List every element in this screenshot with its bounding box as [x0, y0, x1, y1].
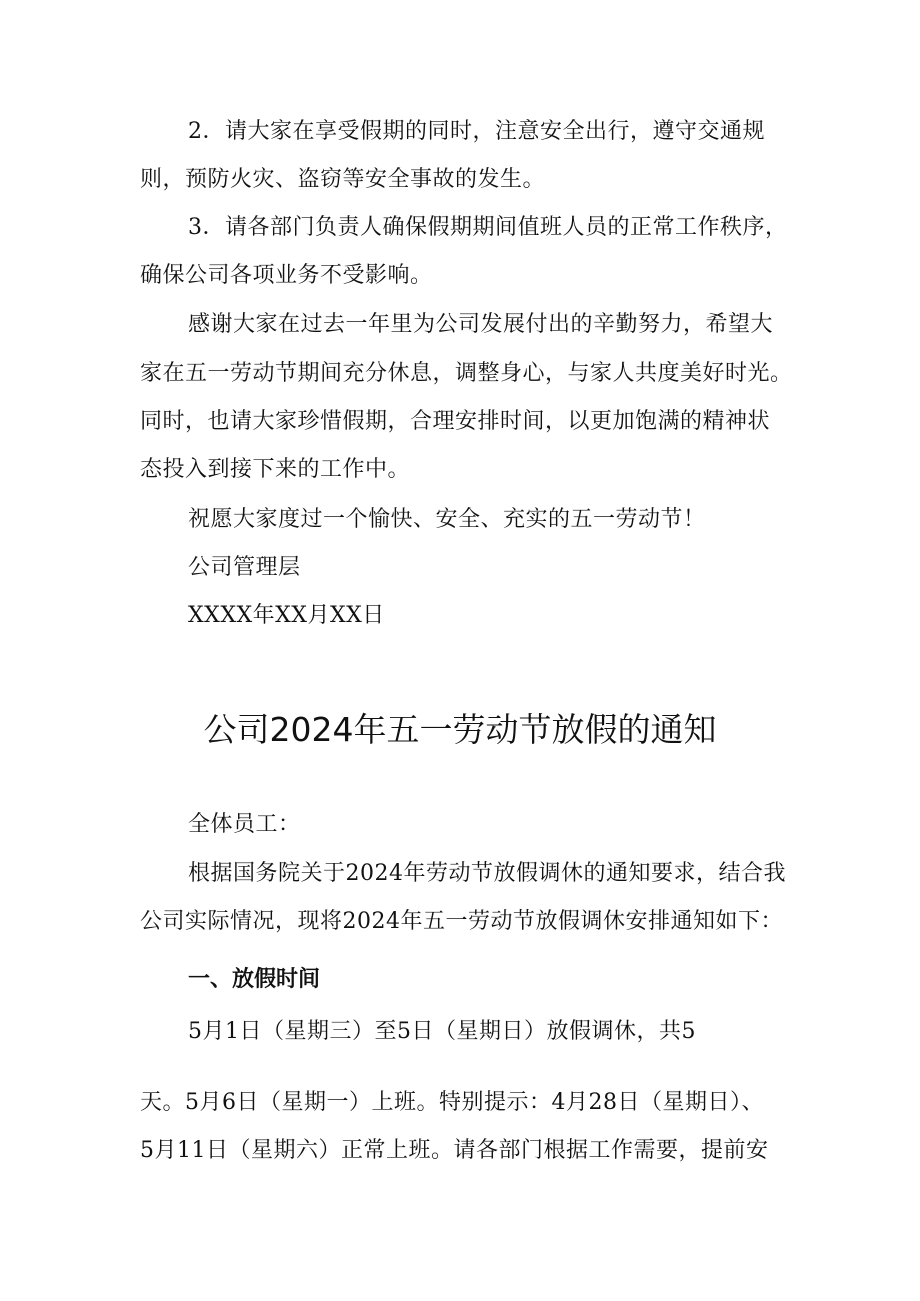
notice-title: 公司2024年五一劳动节放假的通知	[203, 710, 717, 749]
item-3-line-1: 3．请各部门负责人确保假期期间值班人员的正常工作秩序，	[188, 215, 788, 240]
signature: 公司管理层	[188, 555, 301, 580]
thanks-line-3: 同时，也请大家珍惜假期，合理安排时间，以更加饱满的精神状	[140, 409, 771, 434]
item-2-line-2: 则，预防火灾、盗窃等安全事故的发生。	[140, 167, 546, 192]
thanks-line-4: 态投入到接下来的工作中。	[140, 457, 411, 482]
time-line-3: 5月11日（星期六）正常上班。请各部门根据工作需要，提前安	[140, 1138, 769, 1163]
intro-line-1: 根据国务院关于2024年劳动节放假调休的通知要求，结合我	[188, 861, 786, 886]
wish-text: 祝愿大家度过一个愉快、安全、充实的五一劳动节！	[188, 507, 706, 532]
item-2-line-1: 2．请大家在享受假期的同时，注意安全出行，遵守交通规	[188, 119, 765, 144]
date-text: XXXX年XX月XX日	[188, 603, 385, 628]
intro-line-2: 公司实际情况，现将2024年五一劳动节放假调休安排通知如下：	[140, 909, 783, 934]
time-line-2: 天。5月6日（星期一）上班。特别提示：4月28日（星期日）、	[140, 1090, 764, 1115]
item-3-line-2: 确保公司各项业务不受影响。	[140, 263, 433, 288]
salutation: 全体员工：	[188, 812, 301, 837]
thanks-line-2: 家在五一劳动节期间充分休息，调整身心，与家人共度美好时光。	[140, 361, 793, 386]
section-heading-holiday-time: 一、放假时间	[188, 967, 321, 992]
thanks-line-1: 感谢大家在过去一年里为公司发展付出的辛勤努力，希望大	[188, 312, 774, 337]
time-line-1: 5月1日（星期三）至5日（星期日）放假调休，共5	[188, 1019, 696, 1044]
